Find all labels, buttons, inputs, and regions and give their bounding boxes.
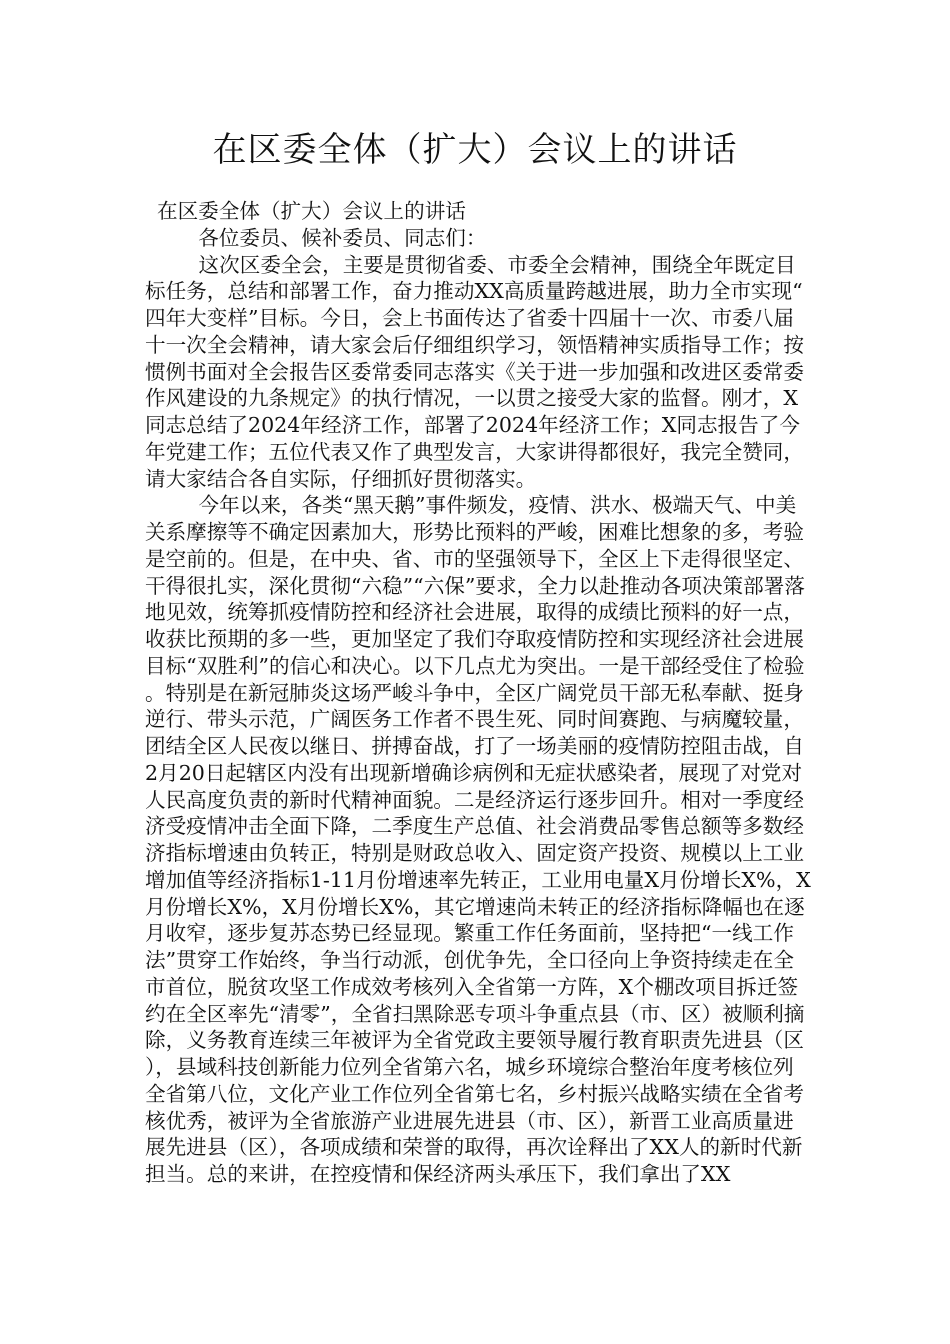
- salutation: 各位委员、候补委员、同志们：: [198, 225, 487, 250]
- paragraph-2: 今年以来，各类“黑天鹅”事件频发，疫情、洪水、极端天气、中美关系摩擦等不确定因素加大，形势比预料的严峻，困难比想象的多，考验是空前的。但是，在中央、省、市的坚强领导下，全区上下走得很坚定、干得很扎实，深化贯彻“六稳”“六保”要求，全力以赴推动各项决策部署落地见效，统筹抓疫情防控和经济社会进展，取得的成绩比预料的好一点，收获比预期的多一些，更加坚定了我们夺取疫情防控和实现经济社会进展目标“双胜利”的信心和决心。以下几点尤为突出。一是干部经受住了检验。特别是在新冠肺炎这场严峻斗争中，全区广阔党员干部无私奉献、挺身逆行、带头示范，广阔医务工作者不畏生死、同时间赛跑、与病魔较量，团结全区人民夜以继日、拼搏奋战，打了一场美丽的疫情防控阻击战，自2月20日起辖区内没有出现新增确诊病例和无症状感染者，展现了对党对人民高度负责的新时代精神面貌。二是经济运行逐步回升。相对一季度经济受疫情冲击全面下降，二季度生产总值、社会消费品零售总额等多数经济指标增速由负转正，特别是财政总收入、固定资产投资、规模以上工业增加值等经济指标1-11月份增速率先转正，工业用电量X月份增长X%，X月份增长X%，X月份增长X%，其它增速尚未转正的经济指标降幅也在逐月收窄，逐步复苏态势已经显现。繁重工作任务面前，坚持把“一线工作法”贯穿工作始终，争当行动派，创优争先，全口径向上争资持续走在全市首位，脱贫攻坚工作成效考核列入全省第一方阵，X个棚改项目拆迁签约在全区率先“清零”，全省扫黑除恶专项斗争重点县（市、区）被顺利摘除，义务教育连续三年被评为全省党政主要领导履行教育职责先进县（区），县域科技创新能力位列全省第六名，城乡环境综合整治年度考核位列全省第八位，文化产业工作位列全省第七名，乡村振兴战略实绩在全省考核优秀，被评为全省旅游产业进展先进县（市、区），新晋工业高质量进展先进县（区），各项成绩和荣誉的取得，再次诠释出了XX人的新时代新担当。总的来讲，在控疫情和保经济两头承压下，我们拿出了XX: [145, 493, 811, 1186]
- paragraph-1: 这次区委全会，主要是贯彻省委、市委全会精神，围绕全年既定目标任务，总结和部署工作，奋力推动XX高质量跨越进展，助力全市实现“四年大变样”目标。今日，会上书面传达了省委十四届十一次、市委八届十一次全会精神，请大家会后仔细组织学习，领悟精神实质指导工作；按惯例书面对全会报告区委常委同志落实《关于进一步加强和改进区委常委作风建设的九条规定》的执行情况，一以贯之接受大家的监督。刚才，X同志总结了2024年经济工作，部署了2024年经济工作；X同志报告了今年党建工作；五位代表又作了典型发言，大家讲得都很好，我完全赞同，请大家结合各自实际，仔细抓好贯彻落实。: [145, 252, 804, 491]
- document-title: 在区委全体（扩大）会议上的讲话: [212, 130, 738, 170]
- document-subtitle: 在区委全体（扩大）会议上的讲话: [157, 199, 466, 223]
- document-body: [145, 198, 813, 1188]
